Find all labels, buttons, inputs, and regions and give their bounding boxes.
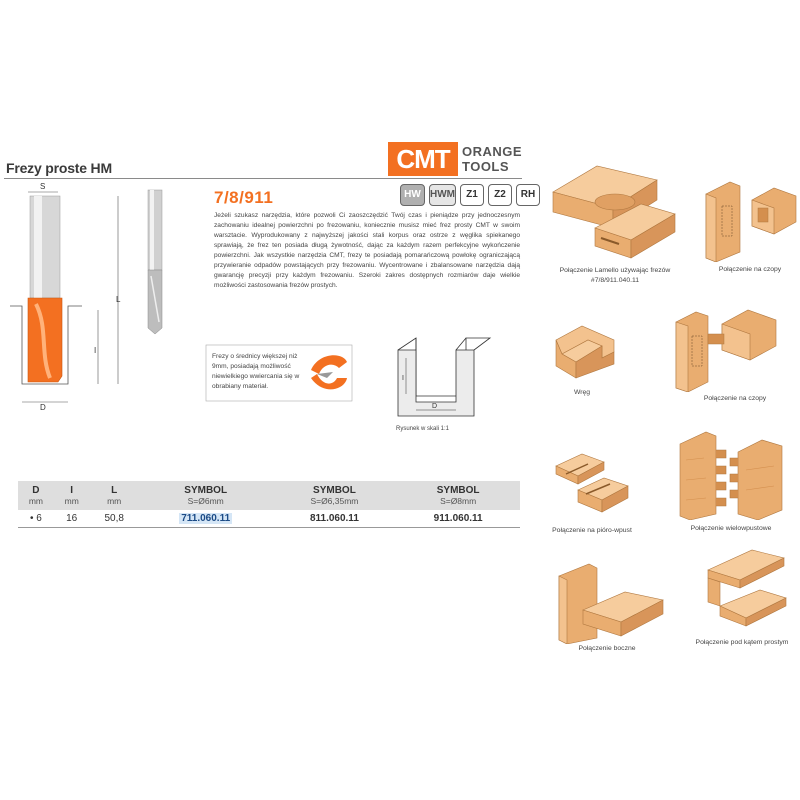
col-header: SYMBOL xyxy=(313,484,356,496)
groove-label-i: I xyxy=(402,375,404,382)
cell-symbol-8[interactable]: 911.060.11 xyxy=(396,510,520,528)
col-header: D xyxy=(32,484,40,496)
joint-right-angle-image xyxy=(700,546,792,628)
joint-finger-caption: Połączenie wielowpustowe xyxy=(690,525,772,532)
col-unit: S=Ø6,35mm xyxy=(310,495,359,506)
col-symbol-635 xyxy=(273,481,397,510)
dim-label-d: D xyxy=(40,403,46,412)
col-i xyxy=(54,481,90,510)
dim-label-i: I xyxy=(94,346,97,355)
cell-l: 50,8 xyxy=(90,510,139,528)
joint-lamello-image xyxy=(545,158,680,263)
cell-symbol-6[interactable] xyxy=(139,510,273,528)
table-row xyxy=(18,510,520,528)
joint-finger-image xyxy=(676,430,786,520)
joint-rebate-caption: Wręg xyxy=(573,389,591,396)
badge-z2: Z2 xyxy=(488,184,512,206)
badge-z1: Z1 xyxy=(460,184,484,206)
dim-label-s: S xyxy=(40,182,46,191)
joint-mortise-1-caption: Połączenie na czopy xyxy=(718,266,782,273)
product-description: Jeżeli szukasz narzędzia, które pozwoli Ci zaoszczędzić Twój czas i pieniądze przy jednoczesnym zachowaniu idealnej powierzchni po frezowaniu, koniecznie musisz mieć frez prosty CMT w swoim warsztacie. Wyprodukowany z najwyższej jakości stali korpus oraz ostrze z węglika spiekanego sprawiają, że frez ten posiada długą żywotność, dając za każdym razem perfekcyjne wykończenie powierzchni. Jak wszystkie narzędzia CMT, frezy te posiadają pomarańczową powłokę ograniczającą przywieranie odpadów powstających przy frezowaniu. Wycentrowane i zbalansowane narzędzia dają gwarancję precyzji przy każdym frezowaniu. Szeroki zakres dostępnych rozmiarów daje wielkie możliwości zastosowania frezów prostych. xyxy=(214,212,520,289)
table-header-row xyxy=(18,481,520,510)
bit-dimension-drawing xyxy=(0,178,140,418)
bit-side-view xyxy=(140,188,170,338)
badge-hwm: HWM xyxy=(429,184,456,206)
badge-hw: HW xyxy=(400,184,425,206)
badge-rh: RH xyxy=(516,184,540,206)
col-symbol-6 xyxy=(139,481,273,510)
cell-d: • 6 xyxy=(18,510,54,528)
col-d xyxy=(18,481,54,510)
col-unit: mm xyxy=(28,495,43,506)
joint-tongue-groove-caption: Połączenie na pióro-wpust xyxy=(552,527,632,534)
brand-logo xyxy=(388,142,522,178)
col-symbol-8 xyxy=(396,481,520,510)
joint-mortise-1-image xyxy=(700,176,800,262)
joint-caption-code: #7/8/911.040.11 xyxy=(590,277,640,284)
badge-row xyxy=(400,184,540,206)
joint-lamello-caption xyxy=(545,266,685,286)
groove-label-d: D xyxy=(432,403,438,410)
col-unit: mm xyxy=(107,495,122,506)
logo-mark: CMT xyxy=(388,142,458,176)
cell-symbol-635[interactable]: 811.060.11 xyxy=(273,510,397,528)
joint-right-angle-caption: Połączenie pod kątem prostym xyxy=(695,639,789,646)
cell-i: 16 xyxy=(54,510,90,528)
groove-scale-drawing xyxy=(390,336,496,428)
scale-caption: Rysunek w skali 1:1 xyxy=(396,426,450,432)
logo-line-2: TOOLS xyxy=(462,159,510,174)
symbol-6-selected[interactable]: 711.060.11 xyxy=(181,513,231,524)
logo-line-1: ORANGE xyxy=(462,144,523,159)
joint-mortise-2-caption: Połączenie na czopy xyxy=(703,395,767,402)
page-title: Frezy proste HM xyxy=(6,160,112,176)
col-unit: S=Ø8mm xyxy=(440,495,477,506)
product-code: 7/8/911 xyxy=(214,188,274,207)
col-header: I xyxy=(70,484,74,496)
col-header: SYMBOL xyxy=(184,484,228,496)
col-l xyxy=(90,481,139,510)
col-header: SYMBOL xyxy=(436,484,480,496)
col-unit: mm xyxy=(64,495,79,506)
joint-mortise-2-image xyxy=(672,302,780,392)
joint-tongue-groove-image xyxy=(552,450,632,518)
col-unit: S=Ø6mm xyxy=(187,495,224,506)
drill-note: Frezy o średnicy większej niż 9mm, posiadają możliwość niewielkiego wwiercania się w obrabiany materiał. xyxy=(212,353,300,390)
joint-side-caption: Połączenie boczne xyxy=(578,645,636,652)
dim-label-l: L xyxy=(116,295,121,304)
joint-side-image xyxy=(555,562,667,644)
joint-rebate-image xyxy=(552,318,622,386)
spec-table xyxy=(18,481,520,528)
joint-caption-line: Połączenie Lamello używając frezów xyxy=(559,267,671,274)
col-header: L xyxy=(111,484,118,496)
